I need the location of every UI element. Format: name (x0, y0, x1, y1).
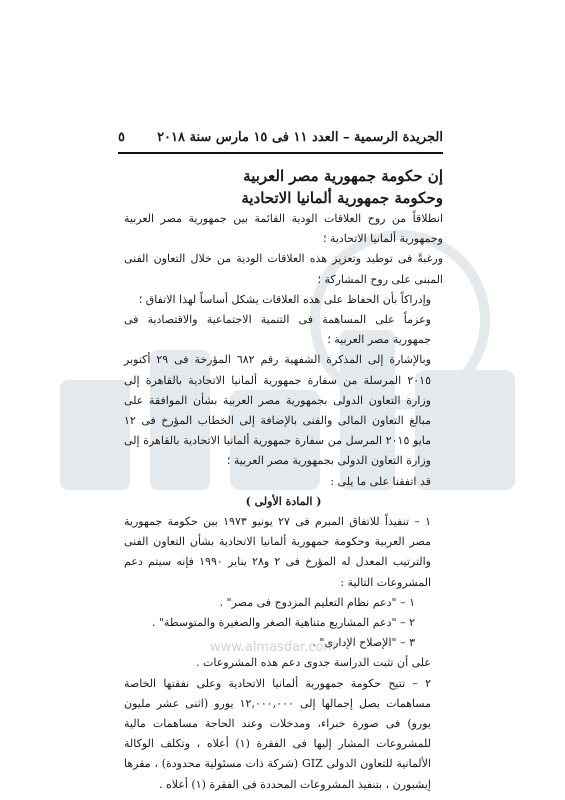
page-header (118, 130, 443, 149)
list-item: ١ – "دعم نظام التعليم المزدوج فى مصر" . (219, 595, 415, 609)
page-number: ٥ (118, 130, 125, 145)
paragraph-5: وبالإشارة إلى المذكرة الشفهية رقم ٦٨٢ المؤرخة فى ٢٩ أكتوبر ٢٠١٥ المرسلة من سفارة جمهورية ألمانيا الاتحادية بالقاهرة إلى وزارة التعاون الدولى بجمهورية مصر العربية بشأن الموافقة على مبالغ التعاون المالى والفنى بالإضافة إلى الخطاب المؤرخ فى ١٢ مايو ٢٠١٥ المرسل من سفارة جمهورية ألمانيا الاتحادية بالقاهرة إلى وزارة التعاون الدولى بجمهورية مصر العربية ؛ (124, 353, 431, 468)
article-1-intro: ١ – تنفيذاً للاتفاق المبرم فى ٢٧ يونيو ١٩٧٣ بين حكومة جمهورية مصر العربية وحكومة جمهورية ألمانيا الاتحادية بشأن التعاون الفنى والترتيب المعدل له المؤرخ فى ٢ و٢٨ يناير ١٩٩٠ فإنه سيتم دعم المشروعات التالية : (124, 515, 431, 589)
article-1-heading: ( المادة الأولى ) (245, 494, 322, 508)
paragraph-6: قد اتفقنا على ما يلى : (330, 474, 431, 488)
title-block (118, 165, 443, 209)
title-line-2: وحكومة جمهورية ألمانيا الاتحادية (241, 189, 443, 207)
paragraph-2: ورغبةً فى توطيد وتعزيز هذه العلاقات الودية من خلال التعاون الفنى المبنى على روح المشاركة ؛ (124, 252, 443, 286)
paragraph-3: وإدراكاً بأن الحفاظ على هذه العلاقات يشكل أساساً لهذا الاتفاق ؛ (138, 292, 431, 306)
article-1-study-note: على أن تثبت الدراسة جدوى دعم هذه المشروعات . (196, 656, 431, 670)
title-line-1: إن حكومة جمهورية مصر العربية (243, 167, 443, 185)
watermark-site-text: www.almasdar.com (210, 640, 337, 655)
list-item: ٢ – "دعم المشاريع متناهية الصغر والصغيرة والمتوسطة" . (151, 616, 415, 630)
header-rule (118, 152, 443, 154)
paragraph-4: وعزماً على المساهمة فى التنمية الاجتماعية والاقتصادية فى جمهورية مصر العربية ؛ (124, 313, 431, 347)
paragraph-1: انطلاقاً من روح العلاقات الودية القائمة بين جمهورية مصر العربية وجمهورية ألمانيا الاتحادية ؛ (124, 212, 443, 246)
list-item: ٣ – "الإصلاح الإدارى" . (312, 636, 415, 650)
article-1-paragraph-2: ٢ – تتيح حكومة جمهورية ألمانيا الاتحادية وعلى نفقتها الخاصة مساهمات يصل إجمالها إلى ١٢,٠٠٠,٠٠٠ يورو (اثنى عشر مليون يورو) فى صورة خبراء، ومدخلات وعند الحاجة مساهمات مالية للمشروعات المشار إليها فى الفقرة (١) أعلاه ، وتكلف الوكالة الألمانية للتعاون الدولى GIZ (شركة ذات مسئولية محدودة) ، مقرها إيشبورن ، بتنفيذ المشروعات المحددة فى الفقرة (١) أعلاه . (124, 676, 431, 791)
document-body (124, 209, 443, 795)
journal-info: الجريدة الرسمية – العدد ١١ فى ١٥ مارس سنة ٢٠١٨ (157, 130, 443, 145)
